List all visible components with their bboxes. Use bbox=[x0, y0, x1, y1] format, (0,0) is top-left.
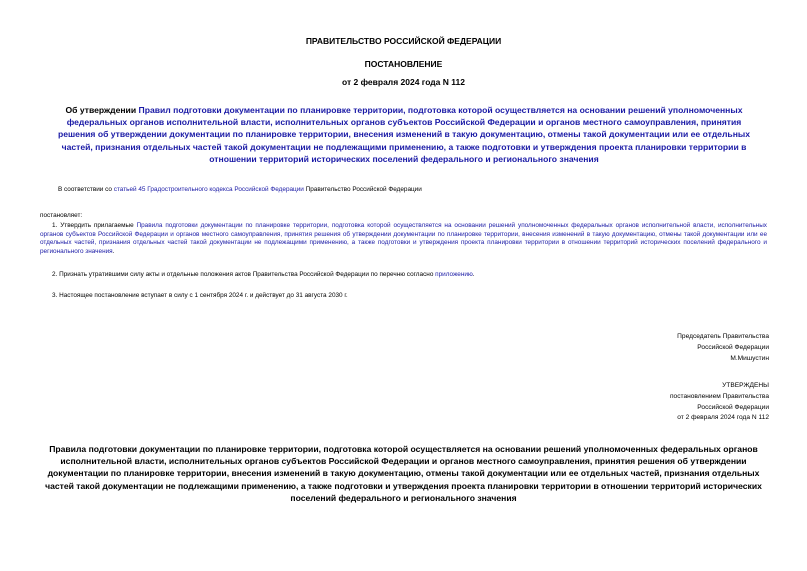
signature-block bbox=[677, 331, 769, 364]
item-2-suffix: . bbox=[472, 271, 475, 278]
item-3-paragraph: 3. Настоящее постановление вступает в силу с 1 сентября 2024 г. и действует до 31 августа 2030 г. bbox=[52, 292, 348, 299]
resolves-label: постановляет: bbox=[40, 212, 83, 219]
basis-prefix: В соответствии со bbox=[58, 186, 114, 193]
title-prefix: Об утверждении bbox=[65, 105, 139, 115]
document-type-heading: ПОСТАНОВЛЕНИЕ bbox=[364, 59, 443, 69]
item-1-prefix: 1. Утвердить прилагаемые bbox=[52, 222, 137, 229]
approval-line-2: постановлением Правительства bbox=[669, 392, 769, 400]
signature-position: Председатель Правительства bbox=[677, 333, 769, 340]
approval-line-3: Российской Федерации bbox=[697, 403, 769, 411]
urban-planning-code-link[interactable]: статьей 45 Градостроительного кодекса Российской Федерации bbox=[113, 186, 304, 193]
appendix-link[interactable]: приложению bbox=[435, 271, 473, 278]
basis-suffix: Правительство Российской Федерации bbox=[303, 186, 422, 193]
rules-title: Правила подготовки документации по планировке территории, подготовка которой осуществляется на основании решений уполномоченных федеральных органов исполнительной власти, исполнительных органов субъектов Российской Федерации и органов местного самоуправления, принятия решения об утверждении документации по планировке территории, внесения изменений в такую документацию, отмены такой документации или ее отдельных частей, признания отдельных частей такой документации не подлежащими применению, а также подготовки и утверждения проекта планировки территории в отношении территорий исторических поселений федерального и регионального значения bbox=[45, 444, 762, 503]
item-1-paragraph bbox=[40, 222, 767, 256]
approval-stamp bbox=[670, 381, 769, 424]
approval-line-4: от 2 февраля 2024 года N 112 bbox=[677, 414, 769, 422]
legal-basis-paragraph bbox=[58, 186, 422, 195]
signature-name: М.Мишустин bbox=[730, 355, 769, 362]
item-1-rules-link[interactable]: Правила подготовки документации по планировке территории, подготовка которой осуществляется на основании решений уполномоченных федеральных органов исполнительной власти, исполнительных органов субъектов Российской Федерации и органов местного самоуправления, принятия решения об утверждении документации по планировке территории, внесения изменений в такую документацию, отмены такой документации или ее отдельных частей, признания отдельных частей такой документации не подлежащими применению, а также подготовки и утверждения проекта планировки территории в отношении территорий исторических поселений федерального и регионального значения bbox=[40, 222, 767, 255]
title-rules-link[interactable]: Правил подготовки документации по планировке территории, подготовка которой осуществляется на основании решений уполномоченных федеральных органов исполнительной власти, исполнительных органов субъектов Российской Федерации и органов местного самоуправления, принятия решения об утверждении документации по планировке территории, внесения изменений в такую документацию, отмены такой документации или ее отдельных частей, признания отдельных частей такой документации не подлежащими применению, а также подготовки и утверждения проекта планировки территории в отношении территорий исторических поселений федерального и регионального значения bbox=[57, 105, 751, 164]
signature-organization: Российской Федерации bbox=[697, 344, 769, 351]
document-date-number: от 2 февраля 2024 года N 112 bbox=[342, 77, 465, 87]
item-2-prefix: 2. Признать утратившими силу акты и отдельные положения актов Правительства Российской Федерации по перечню согласно bbox=[52, 271, 436, 278]
item-1-suffix: . bbox=[112, 247, 115, 255]
approval-heading: УТВЕРЖДЕНЫ bbox=[722, 382, 769, 389]
item-2-paragraph bbox=[52, 271, 475, 280]
document-title bbox=[48, 104, 760, 165]
government-heading: ПРАВИТЕЛЬСТВО РОССИЙСКОЙ ФЕДЕРАЦИИ bbox=[305, 36, 502, 46]
